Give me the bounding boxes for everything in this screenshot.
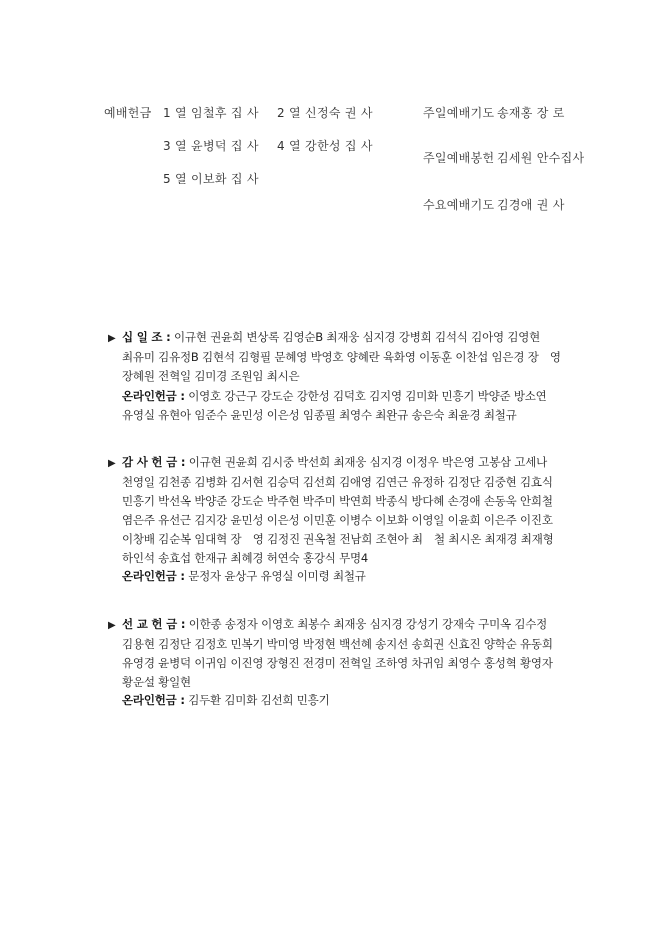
name-list: 최유미 김유정B 김현석 김형필 문혜영 박영호 양혜란 육화영 이동훈 이찬섭 임은경 장 영 xyxy=(122,349,561,364)
section-thanksgiving xyxy=(108,453,568,585)
name-list: 이규현 권윤희 변상록 김영순B 최재웅 심지경 강병희 김석식 김아영 김영현 xyxy=(174,330,541,344)
section-label: 십 일 조 : xyxy=(122,330,171,344)
name-list: 장혜원 전혁일 김미경 조원임 최시은 xyxy=(122,369,300,383)
section-mission xyxy=(108,615,568,709)
name-list: 이창배 김순복 임대혁 장 영 김정진 권옥철 전남희 조현아 최 철 최시온 최재경 최재형 xyxy=(122,531,554,546)
offering-title: 예배헌금 xyxy=(104,106,152,120)
online-label: 온라인헌금 : xyxy=(122,568,185,583)
section-label: 선 교 헌 금 : xyxy=(122,617,186,631)
role-label-prayer-sunday: 주일예배기도 xyxy=(423,106,495,120)
offering-row-1: 1 열 임철후 집 사 xyxy=(163,106,259,120)
name-list: 이한종 송정자 이영호 최봉수 최재웅 심지경 강성기 강재숙 구미옥 김수정 xyxy=(188,617,548,631)
offering-row-4: 4 열 강한성 집 사 xyxy=(277,139,373,153)
name-list: 김용현 김정단 김정호 민복기 박미영 박정현 백선혜 송지선 송희권 신효진 양학순 유동희 xyxy=(122,636,553,651)
bullet-icon: ▶ xyxy=(108,333,116,344)
section-tithe xyxy=(108,328,568,426)
role-name-offering-sunday: 김세원 안수집사 xyxy=(497,151,585,165)
name-list: 유영실 유현아 임준수 윤민성 이은성 임종필 최영수 최완규 송은숙 최윤경 최철규 xyxy=(122,408,517,422)
offering-row-5: 5 열 이보화 집 사 xyxy=(163,172,259,186)
name-list: 유영경 윤병덕 이귀임 이진영 장형진 전경미 전혁일 조하영 차귀임 최영수 홍성혁 황영자 xyxy=(122,655,553,670)
online-label: 온라인헌금 : xyxy=(122,388,185,403)
name-list: 김두환 김미화 김선희 민흥기 xyxy=(188,692,330,707)
bullet-icon: ▶ xyxy=(108,458,116,469)
role-label-prayer-wednesday: 수요예배기도 xyxy=(423,198,495,212)
offering-row-3: 3 열 윤병덕 집 사 xyxy=(163,139,259,153)
section-label: 감 사 헌 금 : xyxy=(122,455,186,469)
name-list: 문정자 윤상구 유영실 이미령 최철규 xyxy=(188,568,366,583)
name-list: 이규현 권윤희 김시중 박선희 최재웅 심지경 이정우 박은영 고봉삼 고세나 xyxy=(188,455,548,469)
offering-row-2: 2 열 신정숙 권 사 xyxy=(277,106,373,120)
name-list: 이영호 강근구 강도순 강한성 김덕호 김지영 김미화 민흥기 박양준 방소연 xyxy=(188,388,547,403)
role-name-prayer-sunday: 송재홍 장 로 xyxy=(497,106,565,120)
name-list: 염은주 유선근 김지강 윤민성 이은성 이민훈 이병수 이보화 이영일 이윤희 이은주 이진호 xyxy=(122,512,553,527)
name-list: 천영일 김천종 김병화 김서현 김승덕 김선희 김애영 김연근 유정하 김정단 김중현 김효식 xyxy=(122,474,553,489)
role-name-prayer-wednesday: 김경애 권 사 xyxy=(497,198,565,212)
name-list: 하인석 송효섭 한재규 최혜경 허연숙 홍강식 무명4 xyxy=(122,550,369,565)
role-label-offering-sunday: 주일예배봉헌 xyxy=(423,151,495,165)
online-label: 온라인헌금 : xyxy=(122,692,185,707)
name-list: 민흥기 박선옥 박양준 강도순 박주현 박주미 박연희 박종식 방다혜 손경애 손동욱 안희철 xyxy=(122,493,553,508)
bullet-icon: ▶ xyxy=(108,620,116,631)
name-list: 황운설 황일현 xyxy=(122,674,191,689)
